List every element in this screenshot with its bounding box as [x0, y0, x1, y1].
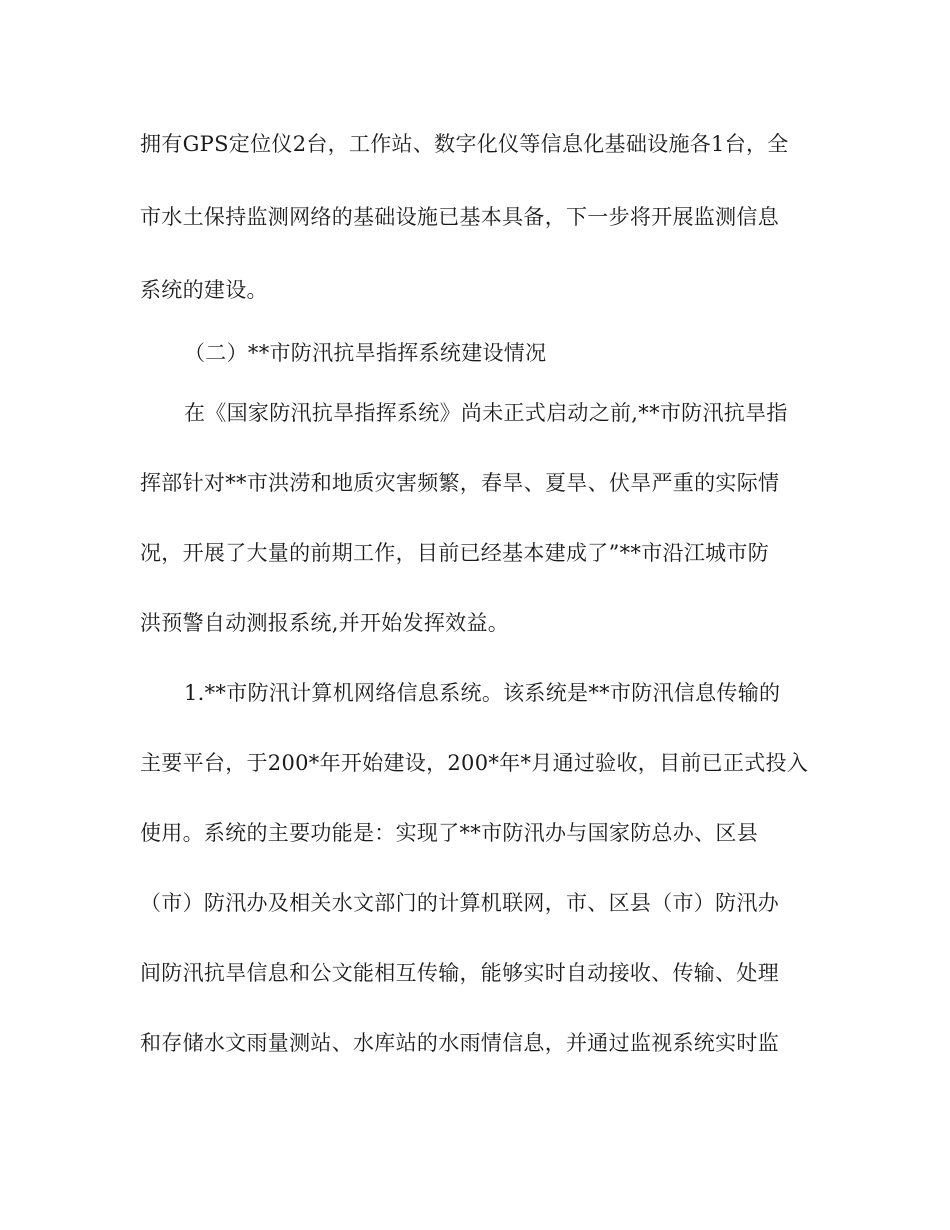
text-line: 系统的建设。: [140, 278, 268, 302]
text-line: （市）防汛办及相关水文部门的计算机联网，市、区县（市）防汛办: [140, 891, 779, 915]
text-line: 在《国家防汛抗旱指挥系统》尚未正式启动之前,**市防汛抗旱指: [184, 401, 788, 425]
text-line: 市水土保持监测网络的基础设施已基本具备，下一步将开展监测信息: [140, 205, 779, 229]
text-line: 1.**市防汛计算机网络信息系统。该系统是**市防汛信息传输的: [184, 681, 781, 705]
text-line: 主要平台，于200*年开始建设，200*年*月通过验收，目前已正式投入: [140, 751, 809, 775]
section-heading: （二）**市防汛抗旱指挥系统建设情况: [184, 341, 547, 365]
text-line: 挥部针对**市洪涝和地质灾害频繁，春旱、夏旱、伏旱严重的实际情: [140, 471, 780, 495]
text-line: 使用。系统的主要功能是：实现了**市防汛办与国家防总办、区县: [140, 821, 758, 845]
text-line: 和存储水文雨量测站、水库站的水雨情信息，并通过监视系统实时监: [140, 1031, 779, 1055]
text-line: 拥有GPS定位仪2台，工作站、数字化仪等信息化基础设施各1台，全: [140, 132, 789, 156]
text-line: 间防汛抗旱信息和公文能相互传输，能够实时自动接收、传输、处理: [140, 961, 779, 985]
text-line: 况，开展了大量的前期工作，目前已经基本建成了”**市沿江城市防: [140, 541, 770, 565]
text-line: 洪预警自动测报系统,并开始发挥效益。: [140, 611, 510, 635]
